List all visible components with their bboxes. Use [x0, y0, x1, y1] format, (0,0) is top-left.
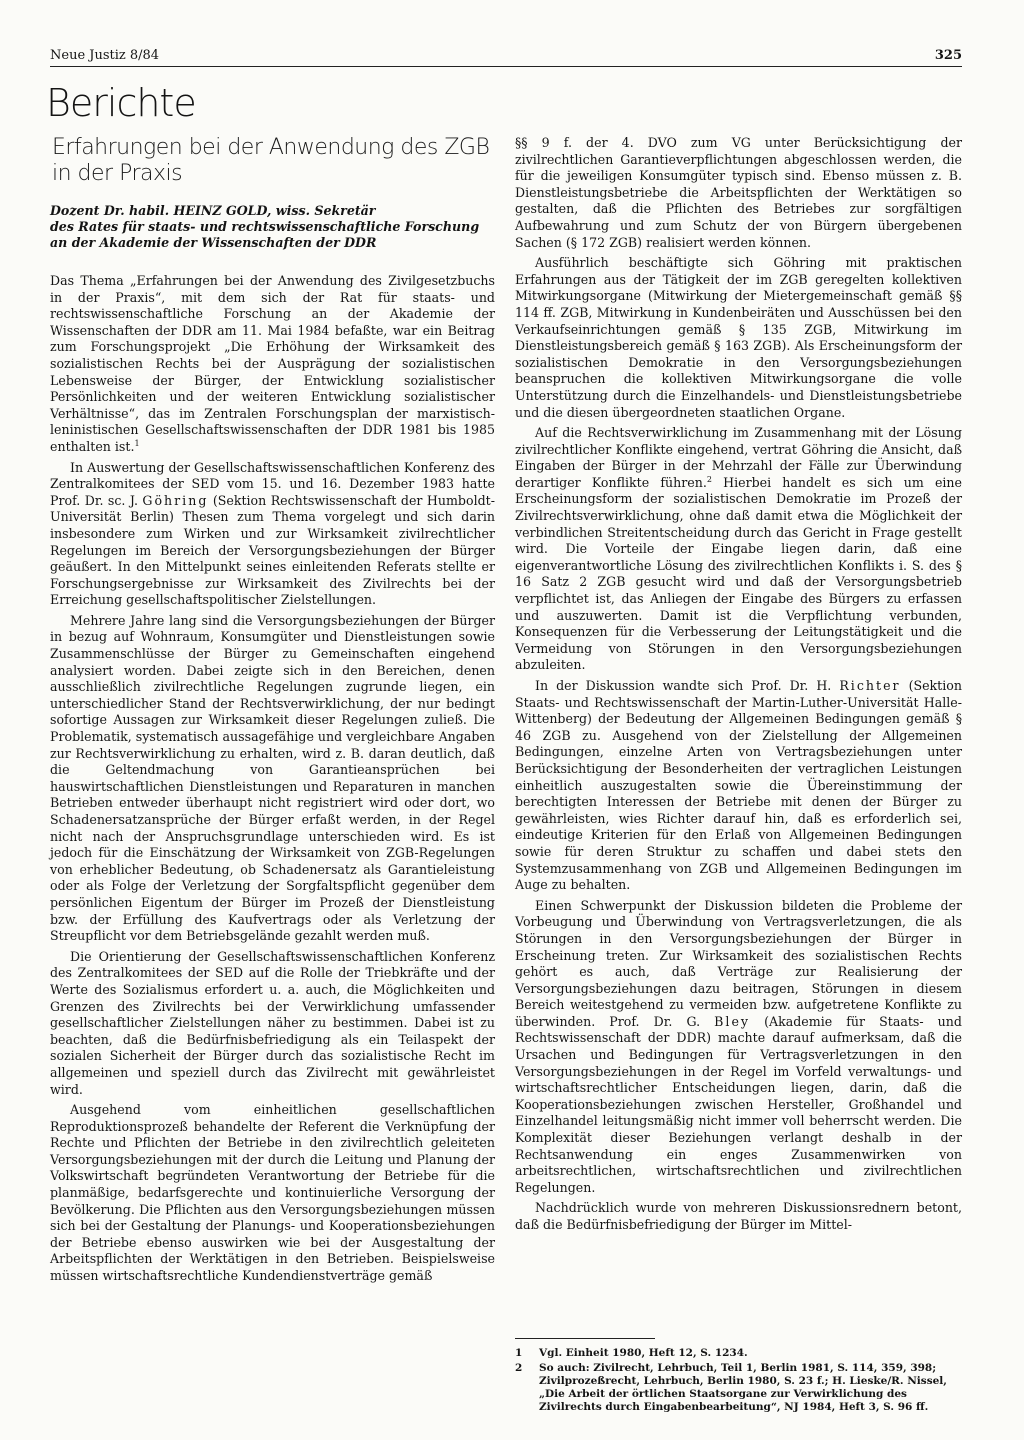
footnote-ref: 1	[134, 438, 140, 448]
paragraph	[515, 425, 962, 674]
footnote-number: 1	[515, 1347, 523, 1359]
page-number: 325	[934, 48, 962, 63]
footnotes	[515, 1338, 962, 1416]
header-rule	[50, 66, 962, 67]
paragraph	[515, 898, 962, 1197]
journal-issue: Neue Justiz 8/84	[50, 48, 160, 63]
author-line: des Rates für staats- und rechtswissenschaftliche Forschung	[50, 219, 480, 234]
footnote-text: So auch: Zivilrecht, Lehrbuch, Teil 1, Berlin 1981, S. 114, 359, 398; Zivilprozeßrecht, Lehrbuch, Berlin 1980, S. 23 f.; H. Lieske/R. Nissel, „Die Arbeit der örtlichen Staatsorgane zur Verwirklichung des Zivilrechts durch Eingabenbearbeitung“, NJ 1984, Heft 3, S. 96 ff.	[539, 1362, 947, 1413]
paragraph-text: In Auswertung der Gesellschaftswissenschaftlichen Konferenz des Zentralkomitees der SED vom 15. und 16. Dezember 1983 hatte Prof. Dr. sc. J.	[50, 459, 495, 508]
article-title: Erfahrungen bei der Anwendung des ZGB in der Praxis	[52, 135, 490, 186]
footnote	[515, 1347, 962, 1360]
paragraph-text: (Sektion Staats- und Rechtswissenschaft der Martin-Luther-Universität Halle-Wittenberg) der Bedeutung der Allgemeinen Bedingungen gemäß § 46 ZGB zu. Ausgehend von der Zielstellung der Allgemeinen Bedingungen, einzelne Arten von Vertragsbeziehungen unter Berücksichtigung der Besonderheiten der vertraglichen Leistungen einheitlich auszugestalten sowie die Übereinstimmung der berechtigten Interessen der Betriebe mit denen der Bürger zu gewährleisten, wies Richter darauf hin, daß es erforderlich sei, eindeutige Kriterien für den Erlaß von Allgemeinen Bedingungen sowie für deren Struktur zu schaffen und dabei stets den Systemzusammenhang von ZGB und Allgemeinen Bedingungen im Auge zu behalten.	[515, 678, 962, 893]
paragraph: Die Orientierung der Gesellschaftswissenschaftlichen Konferenz des Zentralkomitees der SED auf die Rolle der Triebkräfte und der Werte des Sozialismus erfordert u. a. auch, die Möglichkeiten und Grenzen des Zivilrechts bei der Verwirklichung umfassender gesellschaftlicher Zielstellungen näher zu bestimmen. Dabei ist zu beachten, daß die Bedürfnisbefriedigung als ein Teilaspekt der sozialen Sicherheit der Bürger durch das sozialistische Recht im allgemeinen und speziell durch das Zivilrecht mit gewährleistet wird.	[50, 948, 495, 1097]
paragraph-text: Hierbei handelt es sich um eine Erscheinungsform der sozialistischen Demokratie im Prozeß der Zivilrechtsverwirklichung, ohne daß damit etwa die Möglichkeit der verbindlichen Streitentscheidung durch das Gericht in Frage gestellt wird. Die Vorteile der Eingabe liegen darin, daß eine eigenverantwortliche Lösung des zivilrechtlichen Konflikts i. S. des § 16 Satz 2 ZGB gesucht wird und daß der Versorgungsbetrieb verpflichtet ist, das Anliegen der Eingabe des Bürgers zu erfassen und auszuwerten. Damit ist die Verpflichtung verbunden, Konsequenzen für die Verbesserung der Leitungstätigkeit und die Vermeidung von Störungen in den Versorgungsbeziehungen abzuleiten.	[515, 474, 962, 673]
person-name: Richter	[839, 678, 901, 693]
paragraph-text: In der Diskussion wandte sich Prof. Dr. H.	[535, 678, 832, 693]
footnote-ref: 2	[706, 474, 712, 484]
paragraph: Ausführlich beschäftigte sich Göhring mit praktischen Erfahrungen aus der Tätigkeit der im ZGB geregelten kollektiven Mitwirkungsorgane (Mitwirkung der Mietergemeinschaft gemäß §§ 114 ff. ZGB, Mitwirkung in Kundenbeiräten und Ausschüssen bei den Verkaufseinrichtungen gemäß § 135 ZGB, Mitwirkung im Dienstleistungsbereich gemäß § 163 ZGB). Als Erscheinungsform der sozialistischen Demokratie in den Versorgungsbeziehungen beanspruchen die kollektiven Mitwirkungsorgane die volle Unterstützung durch die Einzelhandels- und Dienstleistungsbetriebe und die diesen übergeordneten staatlichen Organe.	[515, 255, 962, 420]
paragraph-text: (Sektion Rechtswissenschaft der Humboldt-Universität Berlin) Thesen zum Thema vorgelegt und sich darin insbesondere zum Wirken und zur Wirksamkeit zivilrechtlicher Regelungen im Bereich der Versorgungsbeziehungen der Bürger geäußert. In den Mittelpunkt seines einleitenden Referats stellte er Forschungsergebnisse zur Wirksamkeit des Zivilrechts bei der Erreichung gesellschaftspolitischer Zielstellungen.	[50, 492, 495, 608]
section-title: Berichte	[46, 81, 196, 125]
author-block	[50, 203, 495, 251]
footnote-rule	[515, 1338, 655, 1339]
right-column	[515, 135, 962, 1238]
footnote-text: Vgl. Einheit 1980, Heft 12, S. 1234.	[539, 1347, 748, 1359]
paragraph: Ausgehend vom einheitlichen gesellschaftlichen Reproduktionsprozeß behandelte der Referent die Verknüpfung der Rechte und Pflichten der Betriebe in den zivilrechtlich geleiteten Versorgungsbeziehungen mit der durch die Leitung und Planung der Volkswirtschaft begründeten Verantwortung der Betriebe für die planmäßige, bedarfsgerechte und kontinuierliche Versorgung der Bevölkerung. Die Pflichten aus den Versorgungsbeziehungen müssen sich bei der Gestaltung der Planungs- und Kooperationsbeziehungen der Betriebe ebenso auswirken wie bei der Ausgestaltung der Arbeitspflichten der Werktätigen in den Betrieben. Beispielsweise müssen wirtschaftsrechtliche Kundendienstverträge gemäß	[50, 1102, 495, 1284]
person-name: Göhring	[142, 492, 209, 508]
author-line: an der Akademie der Wissenschaften der DDR	[50, 235, 377, 250]
paragraph-text: Auf die Rechtsverwirklichung im Zusammenhang mit der Lösung zivilrechtlicher Konflikte eingehend, vertrat Göhring die Ansicht, daß Eingaben der Bürger in der Mehrzahl der Fälle zur Überwindung derartiger Konflikte führen.	[515, 425, 962, 490]
paragraph	[515, 678, 962, 894]
person-name: Bley	[714, 1013, 751, 1029]
paragraph: Mehrere Jahre lang sind die Versorgungsbeziehungen der Bürger in bezug auf Wohnraum, Konsumgüter und Dienstleistungen sowie Zusammenschlüsse der Bürger zu Gemeinschaften eingehend analysiert worden. Dabei zeigte sich in den Bereichen, denen ausschließlich zivilrechtliche Regelungen zugrunde liegen, ein unterschiedlicher Stand der Rechtsverwirklichung, der nur bedingt sofortige Aussagen zur Wirksamkeit dieser Regelungen zuließ. Die Problematik, systematisch aussagefähige und vergleichbare Angaben zur Rechtsverwirklichung zu erhalten, wird z. B. daran deutlich, daß die Geltendmachung von Garantieansprüchen bei hauswirtschaftlichen Dienstleistungen und Reparaturen in manchen Betrieben entweder überhaupt nicht registriert wird oder dort, wo Schadenersatzansprüche der Bürger erfaßt werden, in der Regel nicht nach der Anspruchsgrundlage unterschieden wird. Es ist jedoch für die Einschätzung der Wirksamkeit von ZGB-Regelungen von erheblicher Bedeutung, ob Schadenersatz als Garantieleistung oder als Folge der Verletzung der Sorgfaltspflicht gegenüber dem persönlichen Eigentum der Bürger im Prozeß der Dienstleistung bzw. der Erfüllung des Kaufvertrags oder als Verletzung der Streupflicht vor dem Betriebsgelände gezahlt werden muß.	[50, 612, 495, 944]
paragraph-text: Das Thema „Erfahrungen bei der Anwendung des Zivilgesetzbuchs in der Praxis“, mit dem sich der Rat für staats- und rechtswissenschaftliche Forschung an der Akademie der Wissenschaften der DDR am 11. Mai 1984 befaßte, war ein Beitrag zum Forschungsprojekt „Die Erhöhung der Wirksamkeit des sozialistischen Rechts bei der Ausprägung der sozialistischen Lebensweise der Bürger, der Entwicklung sozialistischer Persönlichkeiten und der weiteren Entwicklung sozialistischer Verhältnisse“, das im Zentralen Forschungsplan der marxistisch-leninistischen Gesellschaftswissenschaften der DDR 1981 bis 1985 enthalten ist.	[50, 273, 495, 454]
paragraph	[50, 273, 495, 456]
paragraph: Nachdrücklich wurde von mehreren Diskussionsrednern betont, daß die Bedürfnisbefriedigung der Bürger im Mittel-	[515, 1200, 962, 1232]
paragraph	[50, 460, 495, 609]
author-line: Dozent Dr. habil. HEINZ GOLD, wiss. Sekretär	[50, 203, 376, 218]
paragraph-text: (Akademie für Staats- und Rechtswissenschaft der DDR) machte darauf aufmerksam, daß die Ursachen und Bedingungen für Vertragsverletzungen in den Versorgungsbeziehungen in der Regel im Vorfeld verwaltungs- und wirtschaftsrechtlicher Entscheidungen liegen, darin, daß die Kooperationsbeziehungen zwischen Hersteller, Großhandel und Einzelhandel leitungsmäßig nicht immer voll beherrscht werden. Die Komplexität dieser Beziehungen verlangt deshalb in der Rechtsanwendung ein enges Zusammenwirken von arbeitsrechtlichen, wirtschaftsrechtlichen und zivilrechtlichen Regelungen.	[515, 1013, 962, 1195]
paragraph: §§ 9 f. der 4. DVO zum VG unter Berücksichtigung der zivilrechtlichen Garantieverpflichtungen abgeschlossen werden, die für die jeweiligen Konsumgüter typisch sind. Ebenso müssen z. B. Dienstleistungsbetriebe die Arbeitspflichten der Werktätigen so gestalten, daß die Pflichten des Betriebes zur sorgfältigen Aufbewahrung und zum Schutz der von Bürgern übergebenen Sachen (§ 172 ZGB) realisiert werden können.	[515, 135, 962, 250]
left-column	[50, 135, 495, 1289]
paragraph-text: Einen Schwerpunkt der Diskussion bildeten die Probleme der Vorbeugung und Überwindung von Vertragsverletzungen, die als Störungen in den Versorgungsbeziehungen der Bürger in Erscheinung treten. Zur Wirksamkeit des sozialistischen Rechts gehört es auch, daß Verträge zur Realisierung der Versorgungsbeziehungen dazu beitragen, Störungen in diesem Bereich weitestgehend zu vermeiden bzw. aufgetretene Konflikte zu überwinden. Prof. Dr. G.	[515, 897, 962, 1029]
footnote	[515, 1362, 962, 1414]
footnote-number: 2	[515, 1362, 523, 1374]
